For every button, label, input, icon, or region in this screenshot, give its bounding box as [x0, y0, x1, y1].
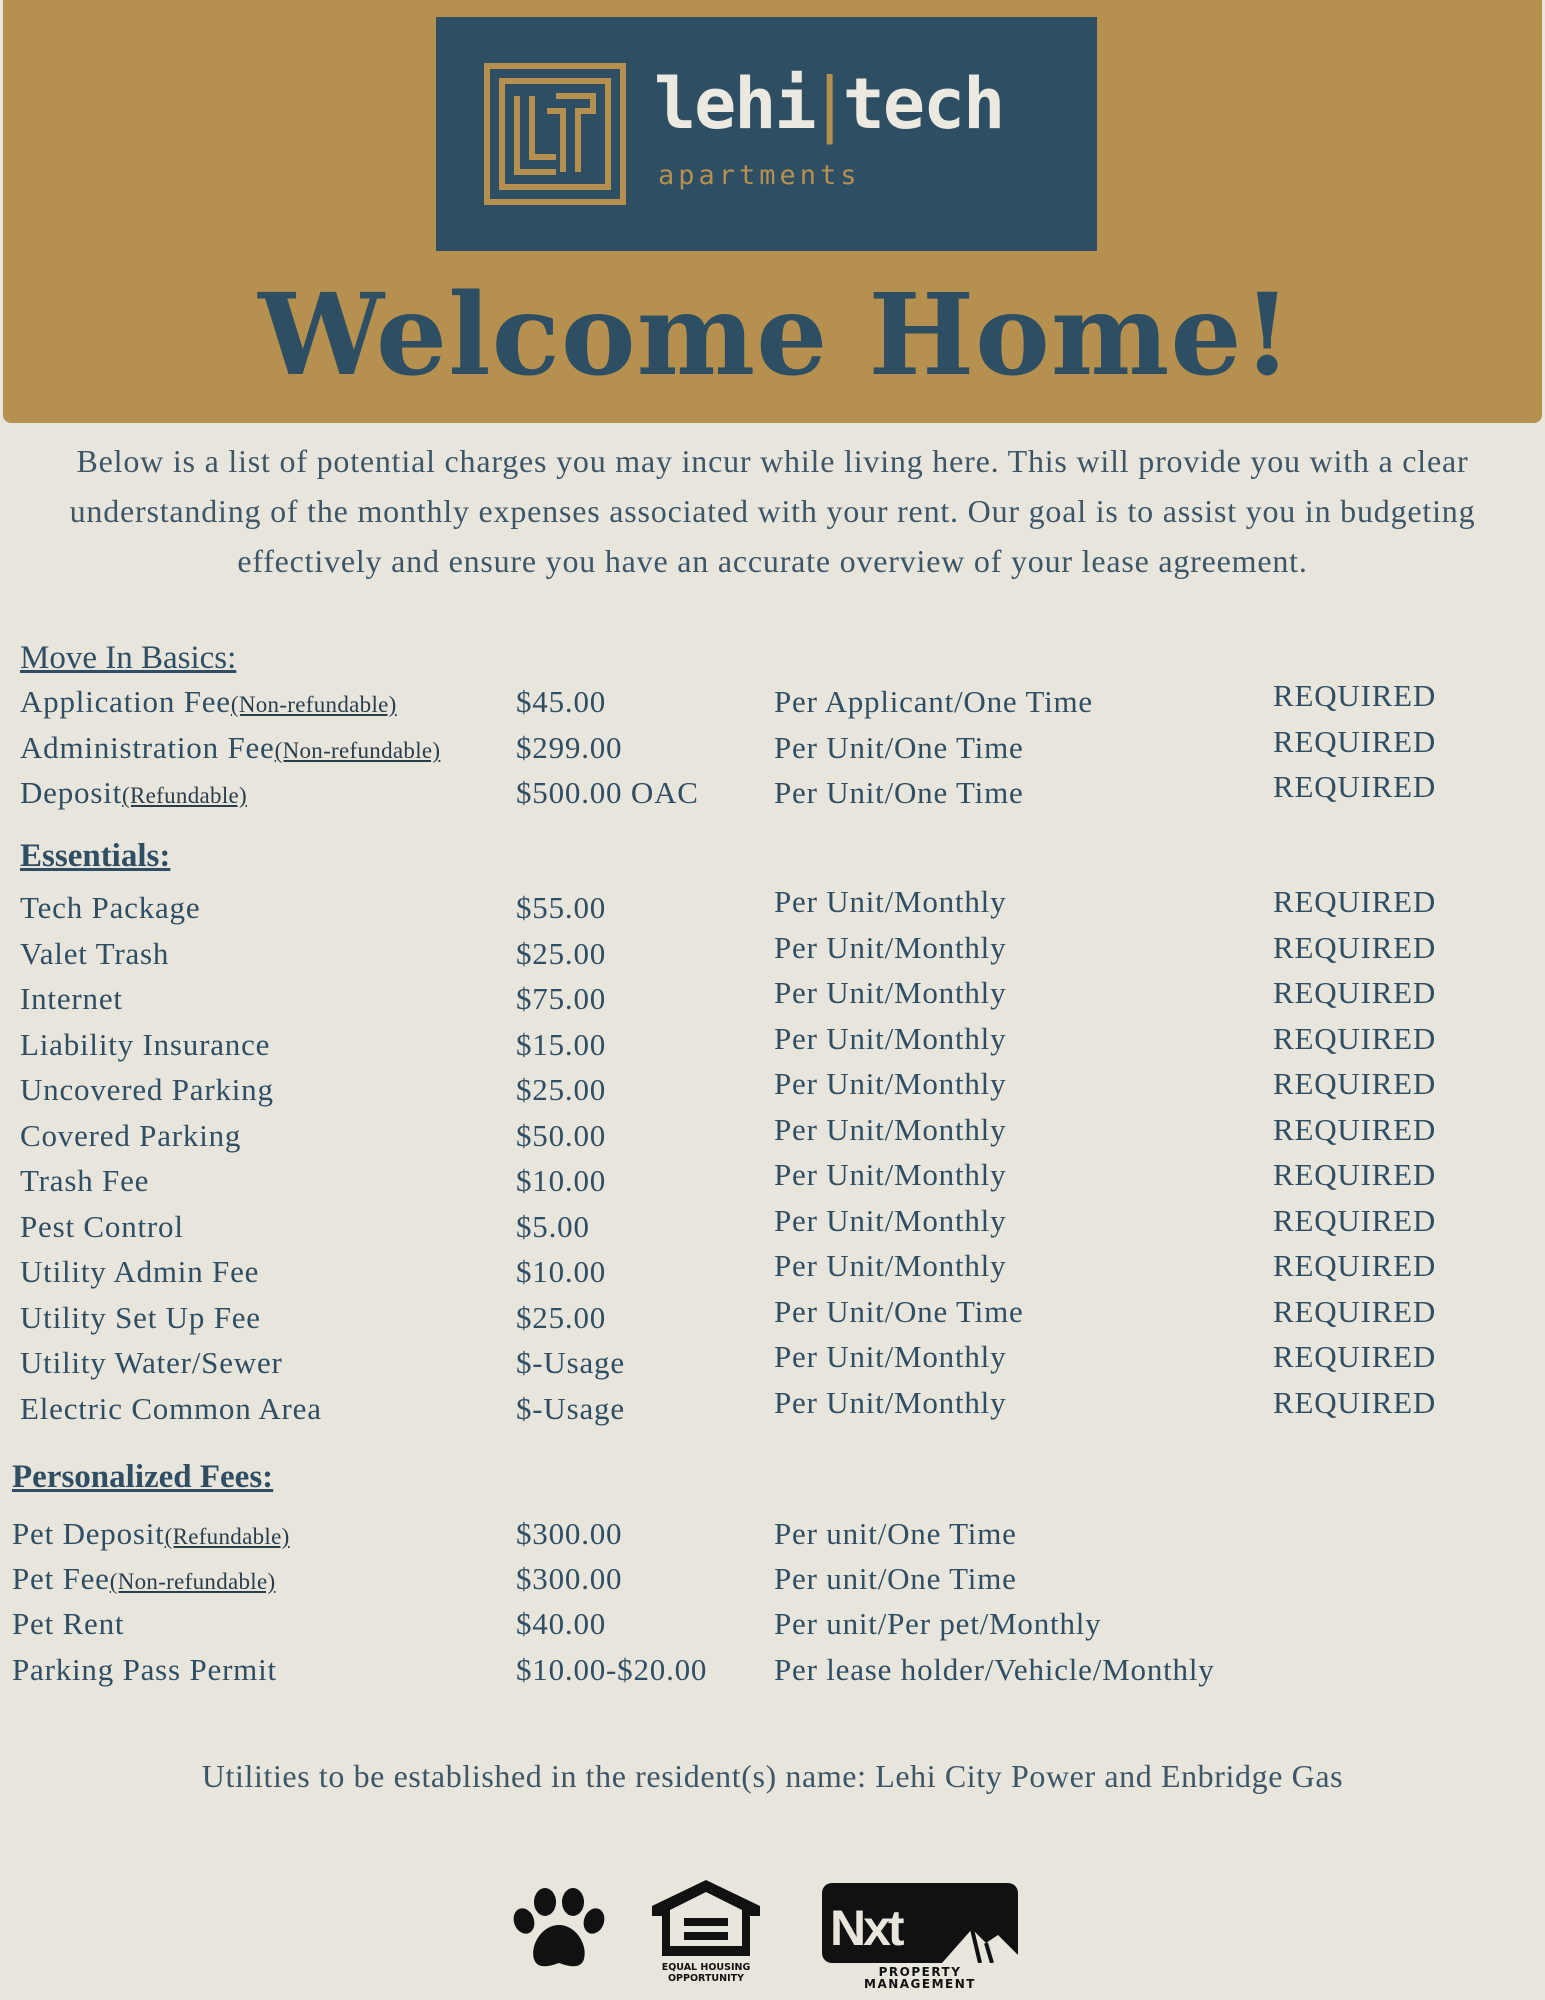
- fee-price: $25.00: [516, 1072, 607, 1107]
- fee-price: $500.00 OAC: [516, 775, 699, 810]
- fee-name: [20, 1165, 149, 1196]
- fee-name-text: Application Fee: [20, 684, 231, 719]
- fee-name-text: Utility Set Up Fee: [20, 1299, 261, 1335]
- fee-frequency: Per Unit/Monthly: [774, 1020, 1007, 1056]
- fee-name-text: Internet: [20, 981, 123, 1016]
- fee-name: [12, 1518, 290, 1549]
- fee-status: REQUIRED: [1273, 884, 1437, 919]
- fee-name-text: Parking Pass Permit: [12, 1652, 277, 1687]
- fee-price: $45.00: [516, 684, 607, 719]
- fee-status: REQUIRED: [1273, 1293, 1437, 1329]
- fee-name: [20, 1390, 322, 1426]
- fee-frequency: Per Unit/Monthly: [774, 975, 1007, 1010]
- nxt-logo-icon: [822, 1883, 1018, 1963]
- fee-price: $299.00: [516, 730, 623, 765]
- nxt-subtitle: PROPERTY MANAGEMENT: [864, 1965, 976, 1991]
- fee-price: $-Usage: [516, 1390, 625, 1426]
- fee-status: REQUIRED: [1273, 1248, 1437, 1283]
- fee-name-text: Covered Parking: [20, 1117, 242, 1153]
- fee-price: $25.00: [516, 935, 607, 971]
- fee-frequency: Per Unit/One Time: [774, 1293, 1024, 1329]
- fee-name: [20, 686, 397, 717]
- fee-name-text: Tech Package: [20, 890, 201, 925]
- fee-refund-note: (Refundable): [164, 1524, 290, 1549]
- section-title-essentials: Essentials:: [20, 838, 171, 874]
- fee-price: $-Usage: [516, 1345, 625, 1380]
- fee-name: [20, 935, 170, 971]
- fee-status: REQUIRED: [1273, 1020, 1437, 1056]
- fee-name: [20, 1347, 283, 1378]
- brand-wordmark: lehi|tech: [654, 63, 1004, 145]
- fee-status: REQUIRED: [1273, 678, 1437, 713]
- fee-price: $75.00: [516, 981, 607, 1016]
- brand-subtitle: apartments: [658, 160, 861, 191]
- fee-name: [20, 1117, 242, 1153]
- fee-name-text: Electric Common Area: [20, 1390, 322, 1426]
- fee-frequency: Per lease holder/Vehicle/Monthly: [774, 1652, 1215, 1687]
- fee-name: [12, 1608, 124, 1639]
- maze-logo-icon: [484, 63, 626, 205]
- fee-name: [12, 1563, 275, 1594]
- fee-name-text: Pest Control: [20, 1208, 184, 1244]
- fee-status: REQUIRED: [1273, 929, 1437, 965]
- fee-price: $10.00-$20.00: [516, 1652, 708, 1687]
- fee-name: [20, 777, 247, 808]
- fee-name: [12, 1654, 277, 1685]
- header-banner: [3, 0, 1542, 423]
- fee-name: [20, 1026, 271, 1062]
- fee-frequency: Per Unit/Monthly: [774, 1066, 1007, 1101]
- fee-frequency: Per unit/One Time: [774, 1516, 1017, 1551]
- fee-name: [20, 1208, 184, 1244]
- fee-name-text: Utility Admin Fee: [20, 1254, 260, 1289]
- fee-frequency: Per Unit/Monthly: [774, 1248, 1007, 1283]
- paw-icon: [512, 1887, 606, 1971]
- fee-price: $50.00: [516, 1117, 607, 1153]
- intro-paragraph: Below is a list of potential charges you may incur while living here. This will provide you with a clear understanding of the monthly expenses associated with your rent. Our goal is to assist you in budgeting effectively and ensure you have an accurate overview of your lease agreement.: [69, 443, 1476, 579]
- fee-name-text: Utility Water/Sewer: [20, 1345, 283, 1380]
- fee-name-text: Valet Trash: [20, 935, 170, 971]
- fee-price: $10.00: [516, 1254, 607, 1289]
- brand-logo: [436, 17, 1097, 251]
- fee-name: [20, 1256, 259, 1287]
- fee-price: $300.00: [516, 1516, 623, 1551]
- fee-frequency: Per unit/One Time: [774, 1561, 1017, 1596]
- section-title-personalized: Personalized Fees:: [12, 1459, 274, 1495]
- fee-status: REQUIRED: [1273, 1111, 1437, 1147]
- fee-name: [20, 1074, 274, 1105]
- fee-price: $25.00: [516, 1299, 607, 1335]
- fee-frequency: Per Applicant/One Time: [774, 684, 1093, 719]
- fee-status: REQUIRED: [1273, 1339, 1437, 1374]
- fee-frequency: Per Unit/Monthly: [774, 1202, 1007, 1238]
- fee-price: $55.00: [516, 890, 607, 925]
- fee-frequency: Per Unit/Monthly: [774, 884, 1007, 919]
- fee-name: [20, 732, 440, 763]
- fee-name-text: Pet Deposit: [12, 1516, 165, 1551]
- fee-frequency: Per Unit/Monthly: [774, 1157, 1007, 1192]
- fee-name-text: Pet Fee: [12, 1561, 110, 1596]
- fee-name-text: Deposit: [20, 775, 123, 810]
- fee-name-text: Trash Fee: [20, 1163, 150, 1198]
- nxt-logo-text: Nxt: [830, 1900, 902, 1956]
- fee-refund-note: (Refundable): [122, 783, 247, 808]
- page-title: Welcome Home!: [258, 270, 1293, 401]
- fee-name: [20, 1299, 261, 1335]
- fee-price: $300.00: [516, 1561, 623, 1596]
- fee-refund-note: (Non-refundable): [230, 692, 397, 717]
- fee-status: REQUIRED: [1273, 975, 1437, 1010]
- fee-price: $40.00: [516, 1606, 607, 1641]
- fee-frequency: Per Unit/Monthly: [774, 929, 1007, 965]
- fee-frequency: Per Unit/One Time: [774, 775, 1024, 810]
- fee-frequency: Per Unit/One Time: [774, 730, 1024, 765]
- fee-status: REQUIRED: [1273, 769, 1437, 804]
- fee-frequency: Per Unit/Monthly: [774, 1384, 1007, 1420]
- fee-name: [20, 892, 200, 923]
- section-title-move_in: Move In Basics:: [20, 640, 237, 676]
- fee-name-text: Administration Fee: [20, 730, 275, 765]
- fee-refund-note: (Non-refundable): [109, 1569, 276, 1594]
- fee-price: $15.00: [516, 1026, 607, 1062]
- fee-name: [20, 983, 123, 1014]
- fee-status: REQUIRED: [1273, 1384, 1437, 1420]
- fee-price: $10.00: [516, 1163, 607, 1198]
- equal-housing-text: EQUAL HOUSING OPPORTUNITY: [661, 1962, 751, 1984]
- fee-frequency: Per Unit/Monthly: [774, 1339, 1007, 1374]
- fee-price: $5.00: [516, 1208, 590, 1244]
- fee-status: REQUIRED: [1273, 1202, 1437, 1238]
- fee-status: REQUIRED: [1273, 1157, 1437, 1192]
- fee-refund-note: (Non-refundable): [274, 738, 441, 763]
- fee-frequency: Per Unit/Monthly: [774, 1111, 1007, 1147]
- fee-status: REQUIRED: [1273, 1066, 1437, 1101]
- fee-frequency: Per unit/Per pet/Monthly: [774, 1606, 1102, 1641]
- fee-name-text: Uncovered Parking: [20, 1072, 274, 1107]
- fee-name-text: Pet Rent: [12, 1606, 125, 1641]
- fee-name-text: Liability Insurance: [20, 1026, 271, 1062]
- fee-status: REQUIRED: [1273, 724, 1437, 759]
- utilities-note: Utilities to be established in the resident(s) name: Lehi City Power and Enbridge Gas: [201, 1758, 1344, 1794]
